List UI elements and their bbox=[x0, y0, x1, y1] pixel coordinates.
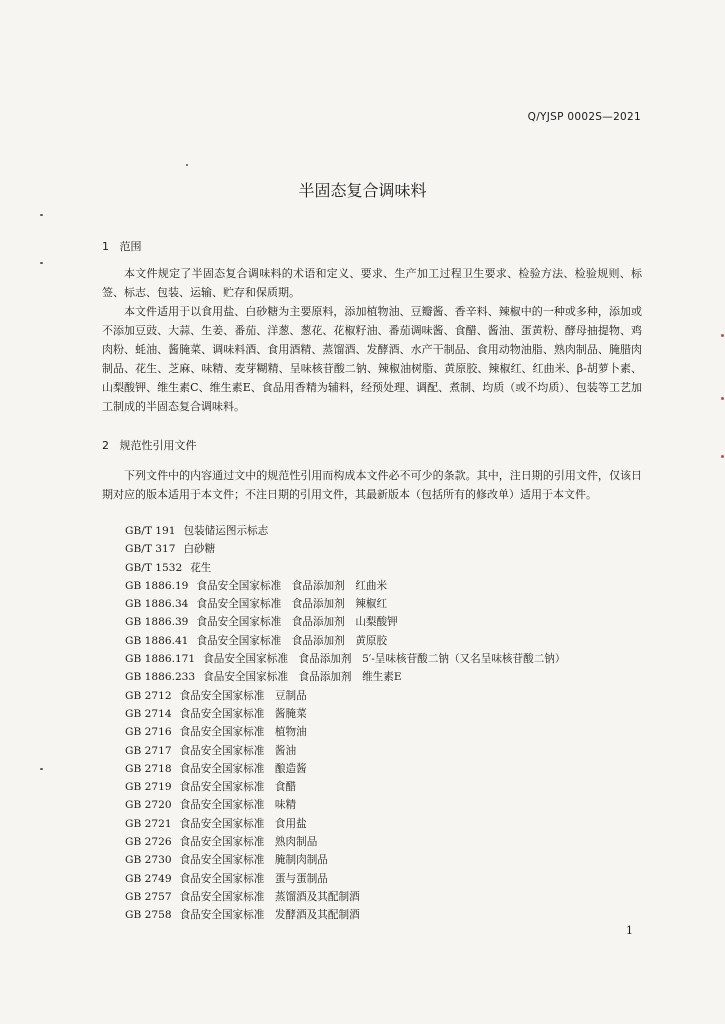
reference-item bbox=[125, 669, 566, 687]
reference-code: GB 2718 bbox=[125, 762, 172, 775]
reference-item bbox=[125, 651, 566, 669]
reference-name: 食品安全国家标准 食品添加剂 山梨酸钾 bbox=[196, 616, 398, 629]
reference-name: 食品安全国家标准 豆制品 bbox=[179, 689, 307, 702]
standard-code: Q/YJSP 0002S—2021 bbox=[527, 111, 641, 123]
reference-name: 食品安全国家标准 酱油 bbox=[179, 744, 297, 757]
reference-code: GB 2719 bbox=[125, 781, 172, 794]
section-1-heading bbox=[102, 238, 142, 254]
reference-name: 食品安全国家标准 食品添加剂 红曲米 bbox=[196, 579, 388, 592]
reference-item bbox=[125, 889, 566, 907]
reference-code: GB/T 191 bbox=[125, 525, 176, 537]
reference-code: GB 2749 bbox=[125, 872, 172, 885]
reference-list bbox=[125, 523, 566, 926]
reference-name: 食品安全国家标准 食品添加剂 维生素E bbox=[203, 671, 402, 684]
reference-item bbox=[125, 797, 566, 815]
reference-name: 食品安全国家标准 酱腌菜 bbox=[179, 707, 307, 720]
scan-speck bbox=[40, 214, 43, 216]
reference-item bbox=[125, 614, 566, 632]
reference-item bbox=[125, 596, 566, 614]
reference-code: GB 2717 bbox=[125, 744, 172, 757]
reference-code: GB 2714 bbox=[125, 707, 172, 720]
reference-name: 食品安全国家标准 食品添加剂 5′-呈味核苷酸二钠（又名呈味核苷酸二钠） bbox=[203, 653, 566, 666]
scan-speck bbox=[40, 768, 43, 770]
reference-code: GB 1886.34 bbox=[125, 598, 189, 611]
reference-item bbox=[125, 816, 566, 834]
reference-code: GB 2712 bbox=[125, 689, 172, 702]
reference-name: 食品安全国家标准 食品添加剂 辣椒红 bbox=[196, 598, 388, 611]
reference-item bbox=[125, 779, 566, 797]
section-number: 2 bbox=[102, 439, 109, 452]
reference-item bbox=[125, 871, 566, 889]
reference-name: 食品安全国家标准 腌制肉制品 bbox=[179, 854, 328, 867]
reference-code: GB 2730 bbox=[125, 854, 172, 867]
section-title: 范围 bbox=[119, 240, 142, 253]
scan-speck bbox=[721, 455, 724, 458]
reference-name: 花生 bbox=[190, 561, 212, 574]
reference-code: GB 1886.39 bbox=[125, 616, 189, 629]
reference-name: 食品安全国家标准 味精 bbox=[179, 799, 297, 812]
section-number: 1 bbox=[102, 240, 109, 253]
reference-code: GB 1886.233 bbox=[125, 671, 196, 684]
reference-item bbox=[125, 834, 566, 852]
reference-code: GB 2726 bbox=[125, 836, 172, 849]
section-title: 规范性引用文件 bbox=[119, 439, 197, 452]
reference-code: GB 1886.41 bbox=[125, 634, 189, 647]
reference-name: 白砂糖 bbox=[183, 543, 216, 556]
reference-item bbox=[125, 706, 566, 724]
scan-speck bbox=[40, 262, 43, 264]
scan-speck bbox=[186, 164, 188, 166]
reference-code: GB 2757 bbox=[125, 890, 172, 903]
scan-speck bbox=[721, 397, 724, 400]
reference-name: 食品安全国家标准 蛋与蛋制品 bbox=[179, 872, 328, 885]
document-title: 半固态复合调味料 bbox=[298, 181, 427, 200]
reference-code: GB 1886.19 bbox=[125, 579, 189, 592]
reference-code: GB/T 317 bbox=[125, 543, 176, 556]
reference-name: 食品安全国家标准 食品添加剂 黄原胶 bbox=[196, 634, 388, 647]
reference-name: 食品安全国家标准 发酵酒及其配制酒 bbox=[179, 909, 360, 922]
reference-item bbox=[125, 907, 566, 925]
section-1-paragraph: 本文件规定了半固态复合调味料的术语和定义、要求、生产加工过程卫生要求、检验方法、检验规则、标签、标志、包装、运输、贮存和保质期。 bbox=[102, 267, 642, 299]
reference-code: GB 2720 bbox=[125, 799, 172, 812]
reference-name: 食品安全国家标准 食醋 bbox=[179, 781, 297, 794]
reference-name: 包装储运图示标志 bbox=[183, 525, 269, 537]
reference-code: GB/T 1532 bbox=[125, 561, 183, 574]
reference-item bbox=[125, 523, 566, 541]
reference-name: 食品安全国家标准 植物油 bbox=[179, 726, 307, 739]
reference-item bbox=[125, 541, 566, 559]
page-number: 1 bbox=[626, 924, 633, 937]
reference-code: GB 1886.171 bbox=[125, 653, 196, 666]
reference-code: GB 2716 bbox=[125, 726, 172, 739]
reference-item bbox=[125, 633, 566, 651]
reference-name: 食品安全国家标准 熟肉制品 bbox=[179, 836, 318, 849]
reference-item bbox=[125, 560, 566, 578]
scan-speck bbox=[721, 334, 724, 337]
reference-item bbox=[125, 578, 566, 596]
reference-item bbox=[125, 688, 566, 706]
section-1-paragraph: 本文件适用于以食用盐、白砂糖为主要原料，添加植物油、豆瓣酱、香辛料、辣椒中的一种或多种，添加或不添加豆豉、大蒜、生姜、番茄、洋葱、葱花、花椒籽油、番茄调味酱、食醋、酱油、蛋黄粉、酵母抽提物、鸡肉粉、蚝油、酱腌菜、调味料酒、食用酒精、蒸馏酒、发酵酒、水产干制品、食用动物油脂、熟肉制品、腌腊肉制品、花生、芝麻、味精、麦芽糊精、呈味核苷酸二钠、辣椒油树脂、黄原胶、辣椒红、红曲米、β-胡萝卜素、山梨酸钾、维生素C、维生素E、食品用香精为辅料，经预处理、调配、煮制、均质（或不均质）、包装等工艺加工制成的半固态复合调味料。 bbox=[102, 305, 642, 413]
reference-code: GB 2721 bbox=[125, 817, 172, 830]
reference-code: GB 2758 bbox=[125, 909, 172, 922]
reference-item bbox=[125, 724, 566, 742]
reference-item bbox=[125, 743, 566, 761]
section-2-intro: 下列文件中的内容通过文中的规范性引用而构成本文件必不可少的条款。其中，注日期的引用文件，仅该日期对应的版本适用于本文件；不注日期的引用文件，其最新版本（包括所有的修改单）适用于本文件。 bbox=[102, 469, 642, 501]
section-2-heading bbox=[102, 437, 197, 453]
reference-name: 食品安全国家标准 酿造酱 bbox=[179, 762, 307, 775]
reference-item bbox=[125, 761, 566, 779]
reference-name: 食品安全国家标准 蒸馏酒及其配制酒 bbox=[179, 890, 360, 903]
reference-name: 食品安全国家标准 食用盐 bbox=[179, 817, 307, 830]
reference-item bbox=[125, 852, 566, 870]
